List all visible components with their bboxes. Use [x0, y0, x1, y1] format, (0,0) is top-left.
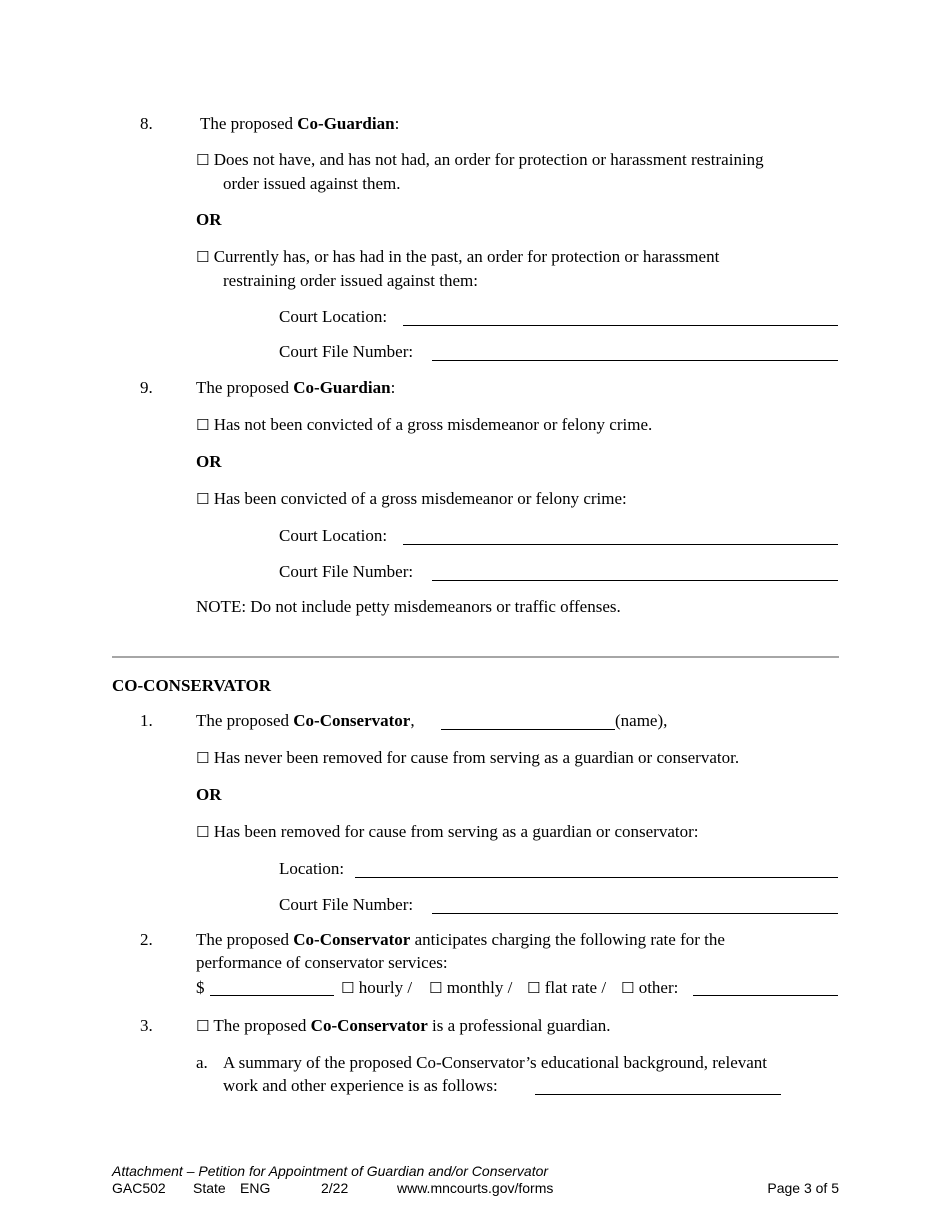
- item-8-option-1: ☐ Does not have, and has not had, an order for protection or harassment restraining: [196, 150, 764, 169]
- section-divider: [112, 656, 839, 658]
- checkbox-icon[interactable]: ☐: [196, 490, 210, 508]
- checkbox-icon[interactable]: ☐: [341, 979, 355, 997]
- cc-item-1-option-1: ☐ Has never been removed for cause from serving as a guardian or conservator.: [196, 748, 740, 767]
- rate-flat-option: ☐ flat rate /: [527, 978, 607, 997]
- cc-item-1-option-2: ☐ Has been removed for cause from serving as a guardian or conservator:: [196, 822, 699, 841]
- court-file-label: Court File Number:: [279, 342, 414, 361]
- footer-language: ENG: [240, 1180, 271, 1196]
- item-9-option-2: ☐ Has been convicted of a gross misdemeanor or felony crime:: [196, 489, 627, 508]
- checkbox-icon[interactable]: ☐: [527, 979, 541, 997]
- cc-item-1-heading: The proposed Co-Conservator,: [196, 711, 415, 730]
- item-8-heading: The proposed Co-Guardian:: [200, 114, 400, 133]
- court-file-field[interactable]: [432, 580, 838, 581]
- experience-summary-field[interactable]: [535, 1094, 781, 1095]
- cc-item-3-option: ☐ The proposed Co-Conservator is a professional guardian.: [196, 1016, 611, 1035]
- location-field[interactable]: [355, 877, 838, 878]
- checkbox-icon[interactable]: ☐: [196, 416, 210, 434]
- cc-item-3a-line-2: work and other experience is as follows:: [223, 1076, 498, 1095]
- dollar-sign: $: [196, 978, 205, 997]
- item-9-option-1: ☐ Has not been convicted of a gross misdemeanor or felony crime.: [196, 415, 653, 434]
- item-8-option-2-cont: restraining order issued against them:: [223, 271, 478, 290]
- court-file-field[interactable]: [432, 360, 838, 361]
- note-text: NOTE: Do not include petty misdemeanors or traffic offenses.: [196, 597, 621, 616]
- checkbox-icon[interactable]: ☐: [196, 151, 210, 169]
- cc-item-1-number: 1.: [140, 711, 153, 730]
- court-location-label: Court Location:: [279, 307, 388, 326]
- or-label: OR: [196, 785, 222, 804]
- footer-page-number: Page 3 of 5: [767, 1180, 839, 1196]
- checkbox-icon[interactable]: ☐: [429, 979, 443, 997]
- cc-item-3a-letter: a.: [196, 1053, 208, 1072]
- footer-url[interactable]: www.mncourts.gov/forms: [397, 1180, 554, 1196]
- co-conservator-name-field[interactable]: [441, 729, 615, 730]
- court-file-label: Court File Number:: [279, 562, 414, 581]
- rate-monthly-option: ☐ monthly /: [429, 978, 513, 997]
- rate-other-option: ☐ other:: [621, 978, 679, 997]
- checkbox-icon[interactable]: ☐: [196, 1017, 210, 1035]
- rate-hourly-option: ☐ hourly /: [341, 978, 413, 997]
- checkbox-icon[interactable]: ☐: [196, 749, 210, 767]
- court-file-field[interactable]: [432, 913, 838, 914]
- item-9-number: 9.: [140, 378, 153, 397]
- cc-item-2-line-2: performance of conservator services:: [196, 953, 448, 972]
- checkbox-icon[interactable]: ☐: [621, 979, 635, 997]
- court-file-label: Court File Number:: [279, 895, 414, 914]
- cc-item-3a-line-1: A summary of the proposed Co-Conservator’s educational background, relevant: [223, 1053, 768, 1072]
- cc-item-2-line-1: The proposed Co-Conservator anticipates charging the following rate for the: [196, 930, 725, 949]
- footer-title: Attachment – Petition for Appointment of Guardian and/or Conservator: [112, 1163, 549, 1179]
- footer-state: State: [193, 1180, 226, 1196]
- rate-other-field[interactable]: [693, 995, 838, 996]
- location-label: Location:: [279, 859, 345, 878]
- rate-amount-field[interactable]: [210, 995, 334, 996]
- cc-item-2-number: 2.: [140, 930, 153, 949]
- item-8-number: 8.: [140, 114, 153, 133]
- checkbox-icon[interactable]: ☐: [196, 248, 210, 266]
- or-label: OR: [196, 452, 222, 471]
- court-location-field[interactable]: [403, 544, 838, 545]
- court-location-field[interactable]: [403, 325, 838, 326]
- or-label: OR: [196, 210, 222, 229]
- cc-item-3-number: 3.: [140, 1016, 153, 1035]
- footer-form-id: GAC502: [112, 1180, 166, 1196]
- court-location-label: Court Location:: [279, 526, 388, 545]
- item-8-option-2: ☐ Currently has, or has had in the past, an order for protection or harassment: [196, 247, 720, 266]
- name-suffix: (name),: [615, 711, 668, 730]
- checkbox-icon[interactable]: ☐: [196, 823, 210, 841]
- item-9-heading: The proposed Co-Guardian:: [196, 378, 396, 397]
- section-heading-co-conservator: CO-CONSERVATOR: [112, 676, 272, 695]
- footer-date: 2/22: [321, 1180, 349, 1196]
- item-8-option-1-cont: order issued against them.: [223, 174, 401, 193]
